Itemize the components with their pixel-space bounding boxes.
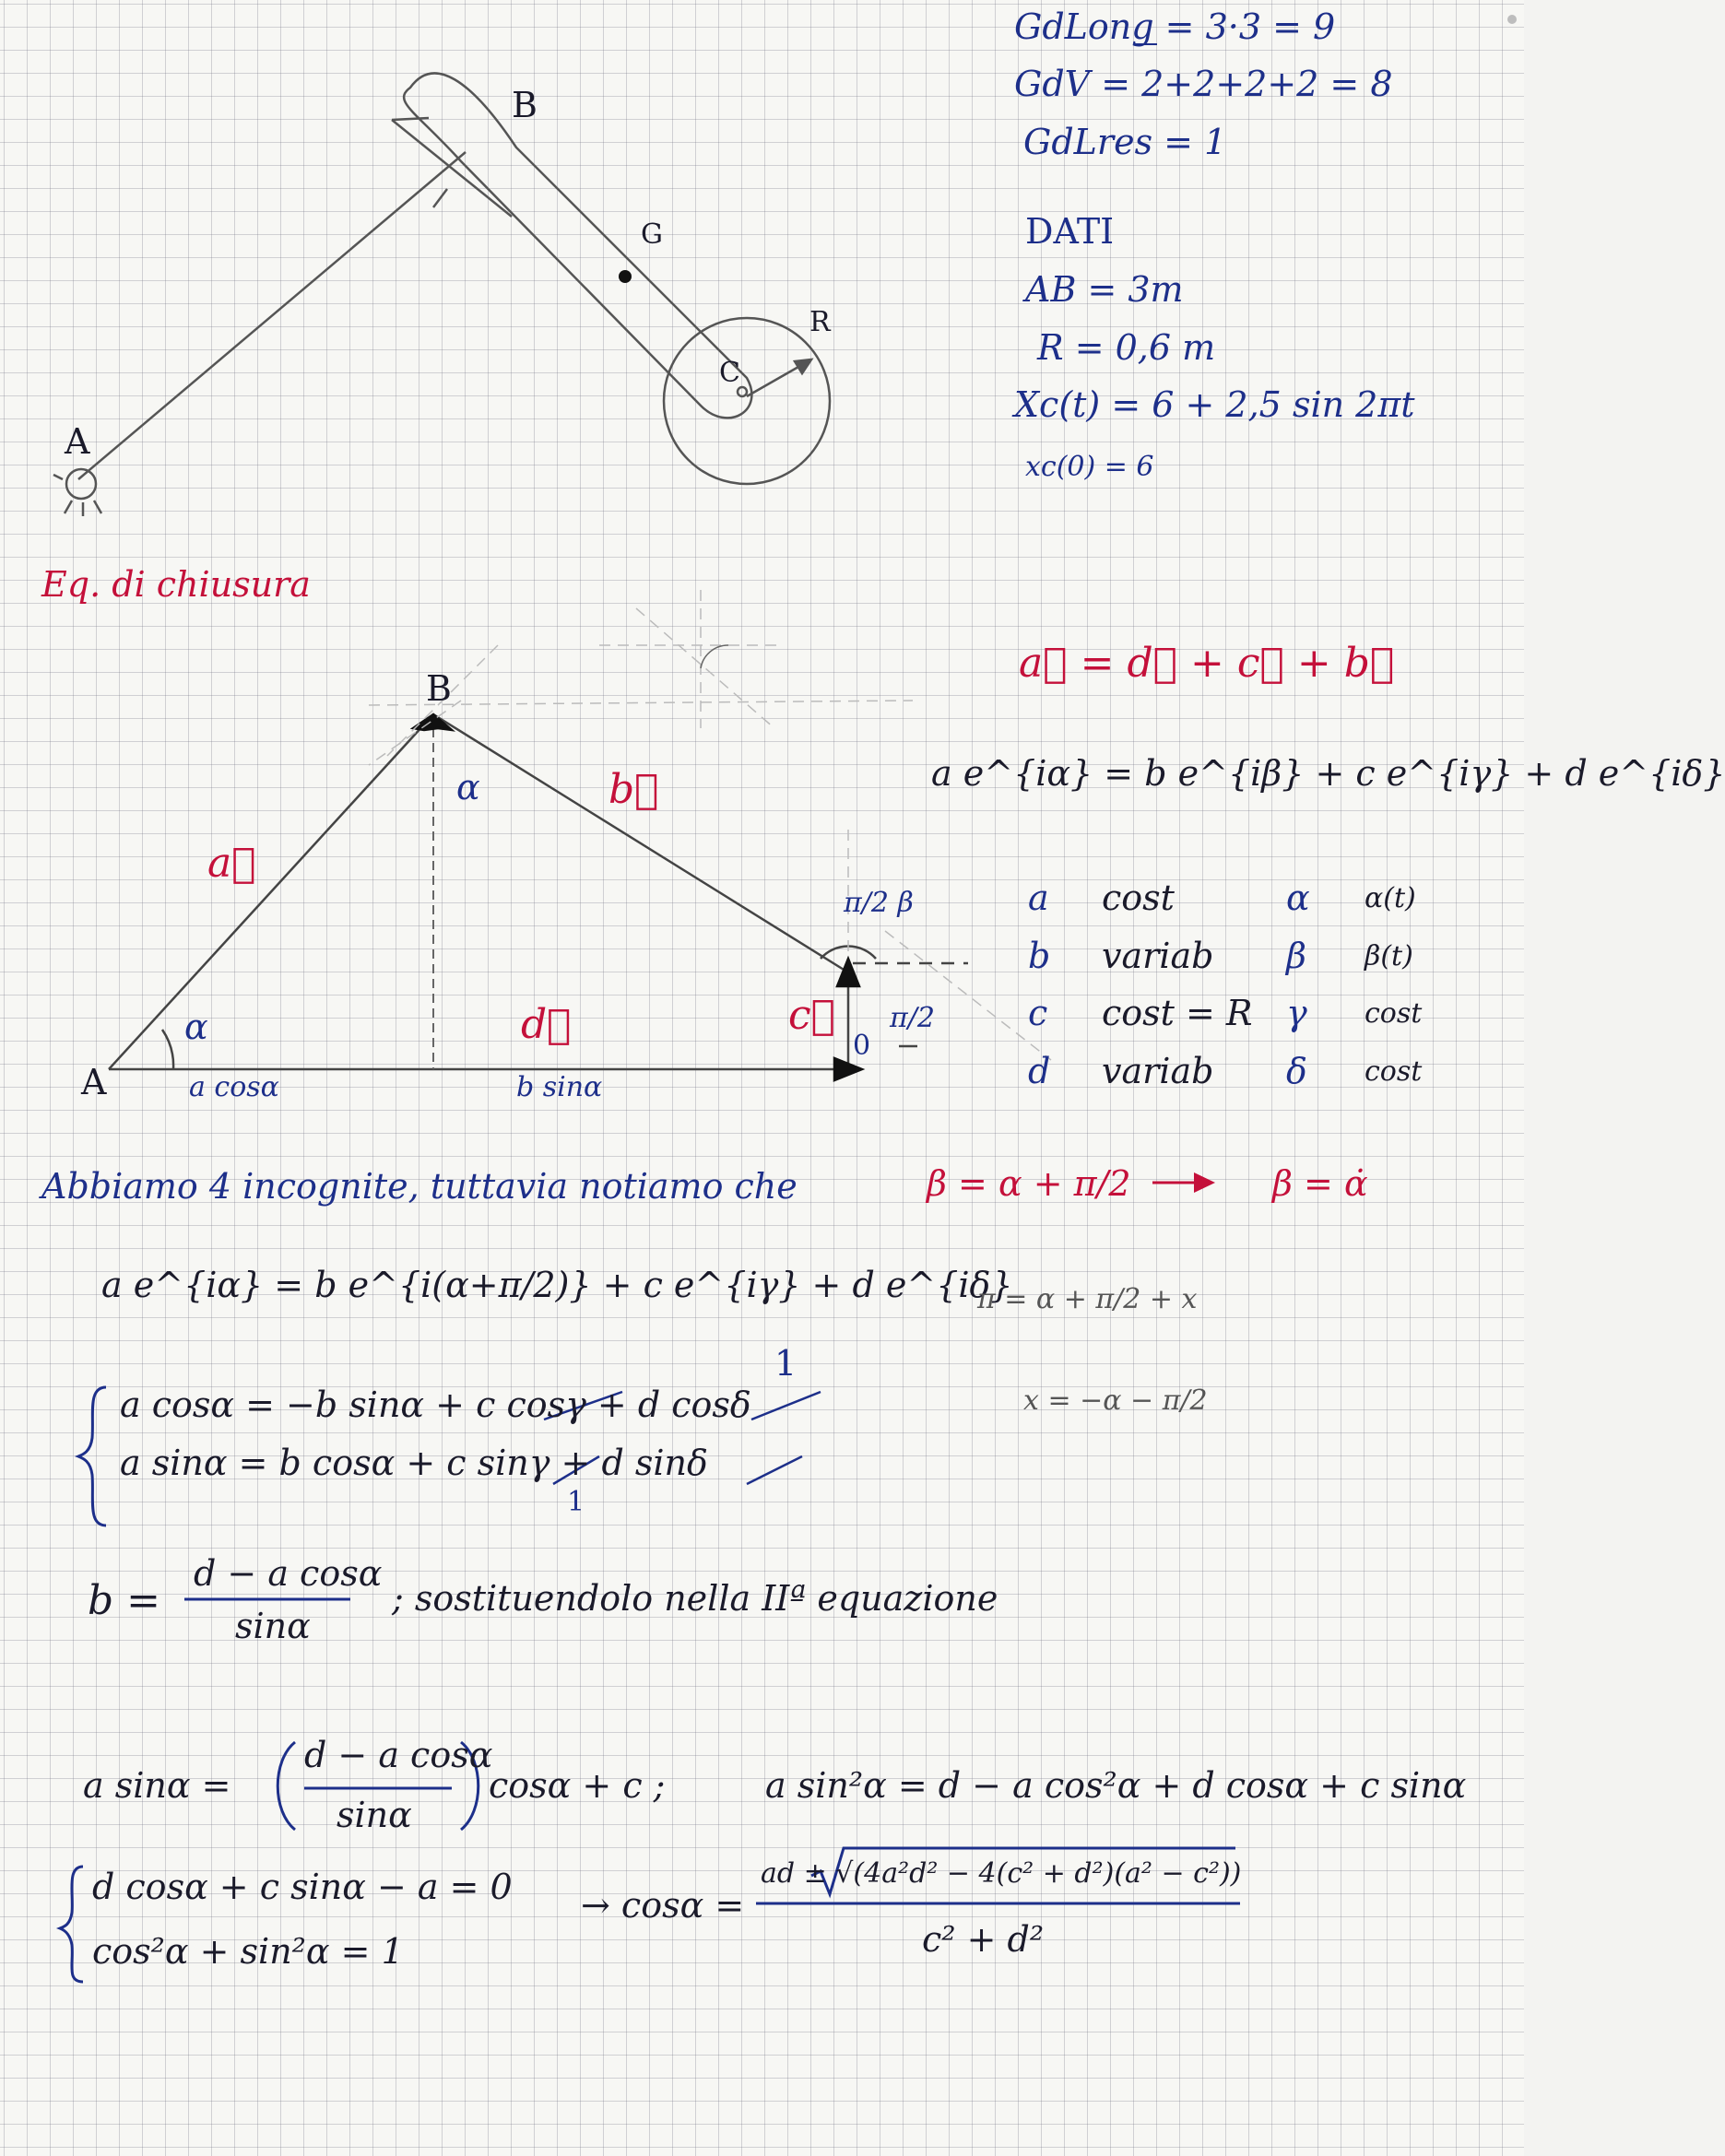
var-sym: d	[1028, 1051, 1051, 1091]
tri-vec-a: a⃗	[207, 840, 256, 887]
strike-cosdelta	[751, 1392, 821, 1420]
var-angle: β	[1286, 936, 1306, 976]
angle-arc-top	[701, 645, 728, 668]
pi-relation: π = α + π/2 + x	[977, 1283, 1198, 1315]
cos-numerator: ad ± √(4a²d² − 4(c² + d²)(a² − c²))	[761, 1857, 1242, 1890]
eq-substituted: a e^{iα} = b e^{i(α+π/2)} + c e^{iγ} + d e^{iδ}	[101, 1265, 1013, 1305]
hinge-a-ground-3	[94, 501, 101, 513]
slot-bar	[404, 73, 751, 418]
b-comment: ; sostituendolo nella IIª equazione	[392, 1578, 998, 1619]
dati-xc0: xc(0) = 6	[1025, 451, 1154, 483]
beta-relation: β = α + π/2	[927, 1163, 1131, 1204]
rod-ab	[78, 152, 466, 479]
var-sym: c	[1028, 993, 1048, 1033]
radius-r-arrowhead	[795, 359, 811, 373]
x-relation: x = −α − π/2	[1023, 1384, 1208, 1417]
system2-line1: d cosα + c sinα − a = 0	[92, 1867, 513, 1907]
gdl-long: GdLong = 3·3 = 9	[1014, 6, 1336, 47]
closure-heading: Eq. di chiusura	[41, 564, 311, 605]
paren-left	[278, 1742, 295, 1830]
alpha-arc-a	[162, 1030, 173, 1069]
var-angle: δ	[1286, 1051, 1307, 1091]
system1-brace	[78, 1387, 106, 1526]
incognite-text: Abbiamo 4 incognite, tuttavia notiamo che	[41, 1166, 798, 1207]
strike-sindelta	[747, 1456, 802, 1484]
closure-vector-eq: a⃗ = d⃗ + c⃗ + b⃗	[1019, 640, 1395, 687]
system1-line2: a sinα = b cosα + c sinγ + d sinδ	[120, 1443, 708, 1483]
hinge-a	[66, 469, 96, 499]
system2-line2: cos²α + sin²α = 1	[92, 1931, 404, 1972]
hinge-a-ground-4	[53, 475, 63, 479]
gdl-lres: GdLres = 1	[1023, 122, 1227, 162]
dati-ab: AB = 3m	[1025, 269, 1184, 310]
dati-heading: DATI	[1025, 211, 1115, 252]
strike-one-bottom: 1	[567, 1486, 585, 1518]
construction-line-6	[636, 608, 774, 728]
var-angle-kind: cost	[1365, 1055, 1423, 1088]
tri-acos: a cosα	[189, 1071, 279, 1103]
var-kind: cost = R	[1102, 993, 1253, 1033]
sub-tail: cosα + c ;	[489, 1765, 666, 1806]
var-angle-kind: β(t)	[1365, 940, 1413, 972]
mass-center-g	[619, 270, 632, 283]
label-a: A	[65, 421, 90, 462]
var-sym: b	[1028, 936, 1051, 976]
dati-r: R = 0,6 m	[1037, 327, 1216, 368]
slot-top-tick	[392, 118, 429, 120]
var-sym: a	[1028, 878, 1049, 918]
cos-left: → cosα =	[581, 1885, 745, 1926]
tri-vec-b: b⃗	[608, 766, 659, 813]
var-kind: cost	[1102, 878, 1175, 918]
tri-vec-c: c⃗	[788, 992, 836, 1039]
label-c: C	[719, 357, 740, 389]
dati-xc: Xc(t) = 6 + 2,5 sin 2πt	[1014, 384, 1415, 425]
cos-denominator: c² + d²	[922, 1919, 1045, 1960]
tri-point-b: B	[426, 668, 452, 709]
mechanism-sketch	[53, 73, 830, 516]
sub-numerator: d − a cosα	[304, 1735, 493, 1775]
slider-b-tick	[433, 189, 447, 207]
var-kind: variab	[1102, 1051, 1214, 1091]
construction-line-3	[369, 701, 461, 765]
system1-line1: a cosα = −b sinα + c cosγ + d cosδ	[120, 1384, 751, 1425]
system2-brace	[60, 1867, 83, 1982]
slider-b	[392, 120, 512, 217]
red-arrow-head	[1194, 1172, 1215, 1193]
var-kind: variab	[1102, 936, 1214, 976]
construction-lines	[369, 590, 1051, 1060]
b-numerator: d − a cosα	[194, 1553, 383, 1594]
tri-pi2beta: π/2 β	[844, 887, 914, 919]
tri-alpha-b: α	[456, 767, 480, 807]
tri-pi2: π/2	[890, 1002, 935, 1034]
tri-point-a: A	[81, 1062, 107, 1102]
hinge-a-ground-1	[65, 501, 72, 513]
vector-a-line	[109, 714, 433, 1069]
vector-b-line	[433, 714, 848, 972]
var-angle-kind: α(t)	[1365, 882, 1416, 914]
label-r: R	[809, 306, 831, 338]
closure-complex-eq: a e^{iα} = b e^{iβ} + c e^{iγ} + d e^{iδ}	[931, 753, 1725, 794]
b-eq-left: b =	[88, 1577, 161, 1624]
var-angle: α	[1286, 878, 1310, 918]
tri-bsin: b sinα	[516, 1071, 603, 1103]
tri-alpha-a: α	[184, 1007, 208, 1047]
label-b: B	[512, 85, 538, 125]
sub-denominator: sinα	[337, 1795, 412, 1835]
construction-line-8	[885, 931, 1051, 1060]
b-denominator: sinα	[235, 1606, 311, 1646]
sub-right: a sin²α = d − a cos²α + d cosα + c sinα	[765, 1765, 1467, 1806]
red-arrow	[1152, 1172, 1215, 1193]
gdl-v: GdV = 2+2+2+2 = 8	[1014, 64, 1393, 104]
var-angle: γ	[1286, 993, 1307, 1033]
disk-c	[664, 318, 830, 484]
tri-zero: 0	[853, 1030, 871, 1062]
label-g: G	[641, 218, 663, 251]
beta-result: β = α̇	[1272, 1163, 1368, 1204]
sub-left: a sinα =	[83, 1765, 231, 1806]
var-angle-kind: cost	[1365, 997, 1423, 1030]
strike-one-top: 1	[774, 1343, 798, 1384]
tri-vec-d: d⃗	[521, 1001, 572, 1048]
